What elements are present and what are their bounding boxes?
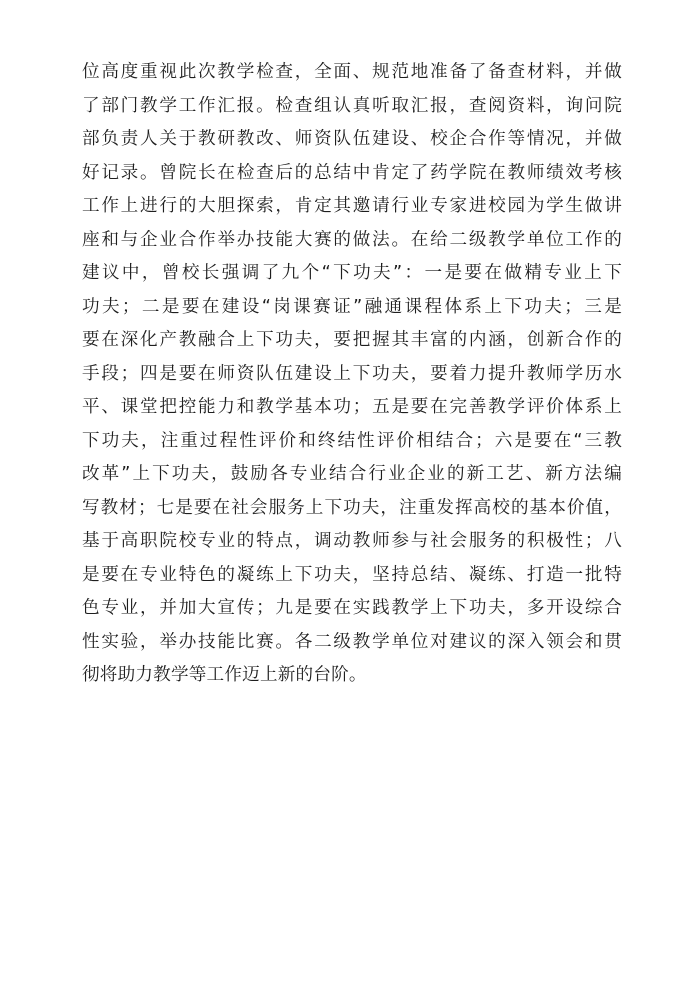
text-line: 性实验，举办技能比赛。各二级教学单位对建议的深入领会和贯: [82, 631, 622, 652]
text-line: 改革”上下功夫，鼓励各专业结合行业企业的新工艺、新方法编: [82, 464, 622, 484]
text-line: 手段；四是要在师资队伍建设上下功夫，要着力提升教师学历水: [82, 363, 622, 384]
text-line: 了部门教学工作汇报。检查组认真听取汇报，查阅资料，询问院: [82, 95, 622, 116]
text-line: 写教材；七是要在社会服务上下功夫，注重发挥高校的基本价值，: [82, 497, 622, 518]
text-line: 是要在专业特色的凝练上下功夫，坚持总结、凝练、打造一批特: [82, 564, 622, 585]
text-line: 工作上进行的大胆探索，肯定其邀请行业专家进校园为学生做讲: [82, 196, 622, 216]
text-line: 下功夫，注重过程性评价和终结性评价相结合；六是要在“三教: [82, 430, 622, 451]
text-line: 色专业，并加大宣传；九是要在实践教学上下功夫，多开设综合: [82, 598, 622, 618]
text-line: 要在深化产教融合上下功夫，要把握其丰富的内涵，创新合作的: [82, 330, 622, 350]
text-line: 平、课堂把控能力和教学基本功；五是要在完善教学评价体系上: [82, 397, 622, 417]
text-line: 座和与企业合作举办技能大赛的做法。在给二级教学单位工作的: [82, 229, 622, 250]
text-line: 好记录。曾院长在检查后的总结中肯定了药学院在教师绩效考核: [82, 162, 622, 183]
text-line-last: 彻将助力教学等工作迈上新的台阶。: [82, 665, 367, 685]
text-line: 部负责人关于教研教改、师资队伍建设、校企合作等情况，并做: [82, 129, 622, 149]
body-paragraph: [82, 56, 622, 693]
text-line: 位高度重视此次教学检查，全面、规范地准备了备查材料，并做: [82, 62, 622, 82]
text-line: 建议中，曾校长强调了九个“下功夫”：一是要在做精专业上下: [82, 263, 622, 283]
text-line: 功夫；二是要在建设“岗课赛证”融通课程体系上下功夫；三是: [82, 296, 622, 317]
text-line: 基于高职院校专业的特点，调动教师参与社会服务的积极性；八: [82, 531, 622, 551]
